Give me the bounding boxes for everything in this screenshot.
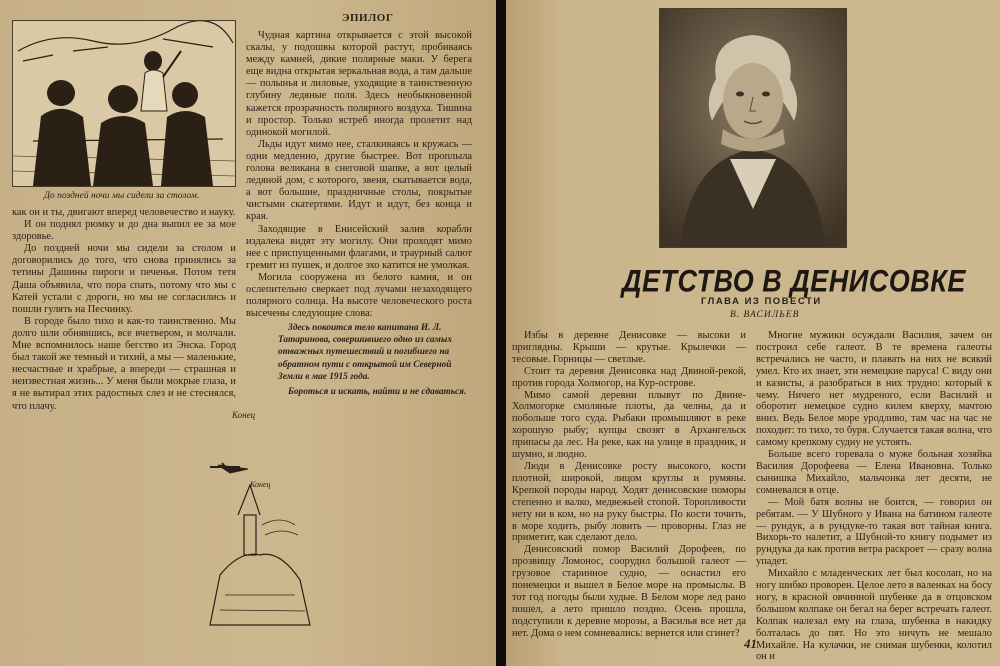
illustration-dinner — [12, 20, 236, 187]
paragraph: Стоит та деревня Денисовка над Двиной-рекой, против города Холмогор, на Кур-острове. — [512, 365, 746, 389]
portrait-image — [660, 9, 846, 247]
page-number: 41 — [744, 636, 757, 651]
epitaph-text: Здесь покоится тело капитана И. Л. Татаринова, совершившего одно из самых отважных путешествий и погибшего на обратном пути с открытой им Северной Земли в мае 1915 года. — [278, 323, 452, 382]
right-page — [506, 0, 1000, 666]
epitaph — [278, 322, 472, 398]
paragraph: Избы в деревне Денисовке — высоки и приглядны. Крыши — крутые. Крылечки — тесовые. Горницы — светлые. — [512, 330, 746, 365]
paragraph: Могила сооружена из белого камня, и он ослепительно сверкает под лучами незаходящего полярного солнца. На высоте человеческого роста высечены следующие слова: — [246, 271, 472, 320]
paragraph: как он и ты, двигают вперед человечество и науку. — [12, 207, 236, 218]
vignette-caption: Конец — [250, 480, 271, 489]
paragraph: Люди в Денисовке росту высокого, кости плотной, широкой, лицом круглы и румяны. Крепкой породы народ. Ходят денисовские поморы степенно и валко, медвежьей стопой. Торопливости нету ни в ком, но на руку быстры. По кости точить, в море ходить, рыбу ловить — проворны. Глаз не приметит, как сделают дело. — [512, 460, 746, 544]
dinner-sketch — [13, 21, 235, 186]
paragraph: Чудная картина открывается с этой высокой скалы, у подошвы которой растут, пробиваясь между камней, дикие полярные маки. У берега еще видна открытая зеркальная вода, а там дальше — полынья и лиловые, уходящие в таинственную глубину ледяные поля. Здесь необыкновенной кажется прозрачность полярного воздуха. Тишина и простор. Только ястреб иногда пролетит над одинокой могилой. — [246, 30, 472, 138]
illustration-caption: До поздней ночи мы сидели за столом. — [44, 191, 200, 201]
story-title: ДЕТСТВО В ДЕНИСОВКЕ — [622, 264, 966, 299]
epitaph-motto: Бороться и искать, найти и не сдаваться. — [288, 387, 467, 398]
paragraph: — Мой батя волны не боится, — говорил он ребятам. — У Шубного у Ивана на батином галеоте — рундук, а в рундуке-то такая вот тайная книга. Вихорь-то налетит, а Шубной-то книгу подымет из рундука да как против ветра раскроет — сразу волна упадет. — [756, 496, 992, 568]
right-page-right-column — [756, 330, 992, 663]
paragraph: Многие мужики осуждали Василия, зачем он построил себе галеот. В те времена галеоты встречались не часто, и плавать на них не всякий умел. Кто их знает, эти немецкие паруса! С виду они и казисты, а разобраться в них трудно: который к чему. Ничего нет мудреного, если Василий и оборотит немецкое судно килем кверху, мачтою вниз. Ведь Белое море уродливо, там час на час не походит: то тихо, то буря. Случается такая волна, что самому крепкому судну не устоять. — [756, 330, 992, 449]
paragraph: Денисовский помор Василий Дорофеев, по прозвищу Ломонос, соорудил большой галеот — грузовое старинное судно, — оснастил его понемецки и вышел в Белое море на промыслы. В тот год погоды были худые. В Белом море лед рано пошел, а лето пришло поздно. Осень прошла, подступили к деревне морозы, а Василья все нет да нет. Дома о нем сомневались: вернется или сгинет? — [512, 544, 746, 639]
paragraph: Больше всего горевала о муже больная хозяйка Василия Дорофеева — Елена Ивановна. Только сынишка Михайло, мальчонка лет десяти, не сомневался в отце. — [756, 449, 992, 496]
paragraph: Мимо самой деревни плывут по Двине-Холмогорке смоляные плоты, да челны, да и побольше того суда. Рыбаки промышляют в реке хорошую рыбу; купцы свозят в Архангельск припасы да лес. На реке, как на улице в праздник, и шумно, и людно. — [512, 389, 746, 461]
right-page-left-column — [512, 330, 746, 640]
paragraph: Михайло с младенческих лет был косолап, но на ногу шибко проворен. Целое лето в валенках на босу ногу, в красной овчинной шубенке да в отцовском большом колпаке он бегал на берег встречать галеот. Колпак налезал ему на глаза, шубенка в накидку болталась до пят. Но это ничуть не мешало Михайле. На кулачки, не снимая шубенки, колотил он и — [756, 568, 992, 663]
paragraph: И он поднял рюмку и до дна выпил ее за мое здоровье. — [12, 219, 236, 243]
end-mark: Конец — [232, 410, 256, 420]
paragraph: До поздней ночи мы сидели за столом и договорились до того, что снова принялись за тетины Дашины пироги и печенья. Потом тетя Даша объявила, что пора спать, потому что мы с Катей устали с дороги, но мы не согласились и пошли гулять на Песчинку. — [12, 243, 236, 315]
paragraph: Заходящие в Енисейский залив корабли издалека видят эту могилу. Они проходят мимо нее с приспущенными флагами, и траурный салют гремит из пушек, и долгое эхо катится не умолкая. — [246, 223, 472, 271]
left-column-text — [12, 207, 236, 413]
story-author: В. ВАСИЛЬЕВ — [730, 310, 800, 320]
paragraph: Льды идут мимо нее, сталкиваясь и кружась — одни медленно, другие быстрее. Вот проплыла голова великана в снеговой шапке, а вот целый ледяной дом, с которого, звеня, скатывается вода, а вот большие, праздничные столы, покрытые чистыми скатертями. Идут и идут, без конца и края. — [246, 138, 472, 223]
story-subtitle: ГЛАВА ИЗ ПОВЕСТИ — [701, 296, 822, 307]
portrait-lomonosov — [659, 8, 847, 248]
right-column-text — [246, 30, 472, 320]
left-page — [0, 0, 496, 666]
paragraph: В городе было тихо и как-то таинственно. Мы долго шли обнявшись, все вчетвером, и молчали. Мне вспомнилось наше бегство из Энска. Город был такой же темный и тихий, а мы — маленькие, несчастные и храбрые, а впереди — страшная и неизвестная жизнь... У меня были мокрые глаза, и я не вытирал этих радостных слез и не стеснялся, что плачу. — [12, 315, 236, 412]
epilogue-heading: ЭПИЛОГ — [342, 12, 394, 24]
book-gutter — [496, 0, 506, 666]
